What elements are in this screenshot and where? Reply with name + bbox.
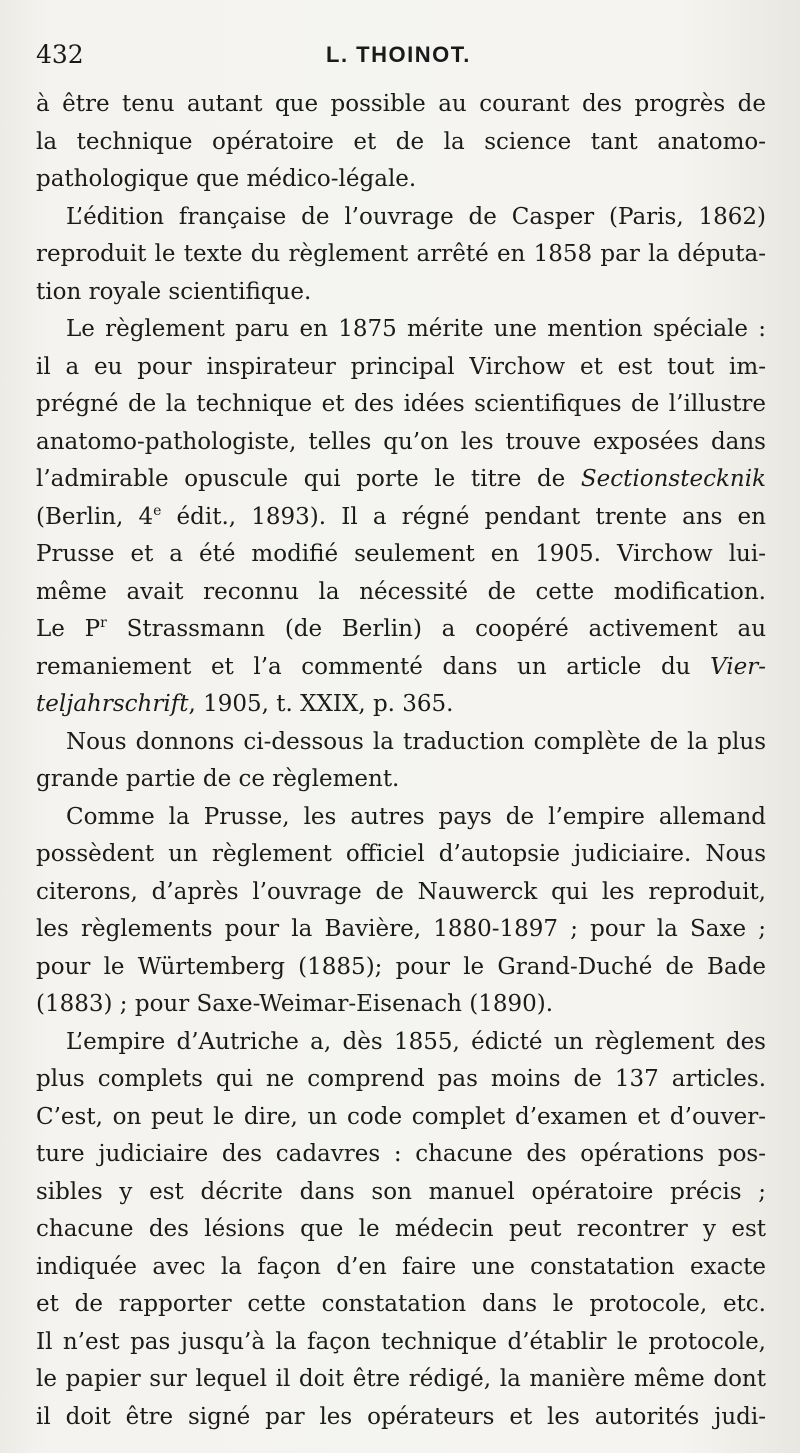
text-line: Le règlement paru en 1875 mérite une mention spéciale : xyxy=(66,316,766,342)
text-line: à être tenu autant que possible au courant des progrès de xyxy=(36,91,766,117)
superscript: e xyxy=(153,502,162,519)
text-line: Comme la Prusse, les autres pays de l’empire allemand xyxy=(66,803,766,830)
running-head: L. THOINOT. xyxy=(326,42,471,67)
text-line: et de rapporter cette constatation dans le protocole, etc. xyxy=(36,1291,766,1317)
text-line: anatomo-pathologiste, telles qu’on les trouve exposées dans xyxy=(36,428,766,455)
text-line: il a eu pour inspirateur principal Virchow et est tout im- xyxy=(36,353,766,380)
text-line: le papier sur lequel il doit être rédigé, la manière même dont xyxy=(36,1366,766,1392)
text-line: sibles y est décrite dans son manuel opératoire précis ; xyxy=(36,1178,766,1205)
text-segment: Strassmann (de Berlin) a coopéré activement au xyxy=(106,616,767,642)
text-line: L’empire d’Autriche a, dès 1855, édicté un règlement des xyxy=(66,1028,766,1055)
text-line: possèdent un règlement officiel d’autopsie judiciaire. Nous xyxy=(36,841,766,867)
text-line: prégné de la technique et des idées scientifiques de l’illustre xyxy=(36,391,766,417)
text-segment: remaniement et l’a commenté dans un article du xyxy=(36,653,691,680)
text-line xyxy=(36,686,766,724)
text-segment: édit., 1893). Il a régné pendant trente ans en xyxy=(161,503,766,530)
text-line: les règlements pour la Bavière, 1880-1897 ; pour la Saxe ; xyxy=(36,916,766,942)
text-line: Prusse et a été modifié seulement en 1905. Virchow lui- xyxy=(36,541,766,567)
text-line: même avait reconnu la nécessité de cette modification. xyxy=(36,578,766,605)
body-text xyxy=(36,86,766,1436)
paragraph-6 xyxy=(36,1024,766,1437)
text-line: grande partie de ce règlement. xyxy=(36,766,400,792)
italic-title: Sectionstecknik xyxy=(580,466,766,492)
paragraph-1 xyxy=(36,86,766,199)
paragraph-5 xyxy=(36,799,766,1024)
text-line: Nous donnons ci-dessous la traduction complète de la plus xyxy=(66,728,766,755)
text-line: chacune des lésions que le médecin peut recontrer y est xyxy=(36,1216,766,1242)
italic-title: teljahrschrift xyxy=(36,691,189,717)
paragraph-2 xyxy=(36,199,766,312)
superscript: r xyxy=(100,615,107,631)
text-line: la technique opératoire et de la science tant anatomo- xyxy=(36,128,766,155)
text-line xyxy=(36,611,766,649)
text-line: citerons, d’après l’ouvrage de Nauwerck qui les reproduit, xyxy=(36,878,766,905)
text-line xyxy=(36,499,766,537)
text-line: C’est, on peut le dire, un code complet d’examen et d’ouver- xyxy=(36,1103,766,1130)
text-segment: l’admirable opuscule qui porte le titre de xyxy=(36,466,566,492)
text-line: reproduit le texte du règlement arrêté en 1858 par la députa- xyxy=(36,241,766,267)
text-segment: (Berlin, 4 xyxy=(36,503,154,530)
page-number: 432 xyxy=(36,40,84,69)
text-line: pour le Würtemberg (1885); pour le Grand-Duché de Bade xyxy=(36,953,766,980)
text-line: ture judiciaire des cadavres : chacune des opérations pos- xyxy=(36,1141,766,1167)
italic-title: Vier- xyxy=(710,653,767,680)
page-header xyxy=(36,40,766,80)
text-segment: Le P xyxy=(36,616,101,642)
paragraph-3 xyxy=(36,311,766,724)
text-line: L’édition française de l’ouvrage de Casper (Paris, 1862) xyxy=(66,203,766,230)
text-line: (1883) ; pour Saxe-Weimar-Eisenach (1890). xyxy=(36,991,554,1017)
text-line xyxy=(36,461,766,499)
text-segment: , 1905, t. XXIX, p. 365. xyxy=(188,691,454,717)
paragraph-4 xyxy=(36,724,766,799)
text-line: indiquée avec la façon d’en faire une constatation exacte xyxy=(36,1253,766,1280)
text-line: plus complets qui ne comprend pas moins de 137 articles. xyxy=(36,1066,766,1092)
text-line: pathologique que médico-légale. xyxy=(36,166,417,192)
text-line xyxy=(36,649,766,687)
text-line: il doit être signé par les opérateurs et les autorités judi- xyxy=(36,1403,766,1430)
text-line: Il n’est pas jusqu’à la façon technique d’établir le protocole, xyxy=(36,1328,766,1355)
text-line: tion royale scientifique. xyxy=(36,278,312,305)
